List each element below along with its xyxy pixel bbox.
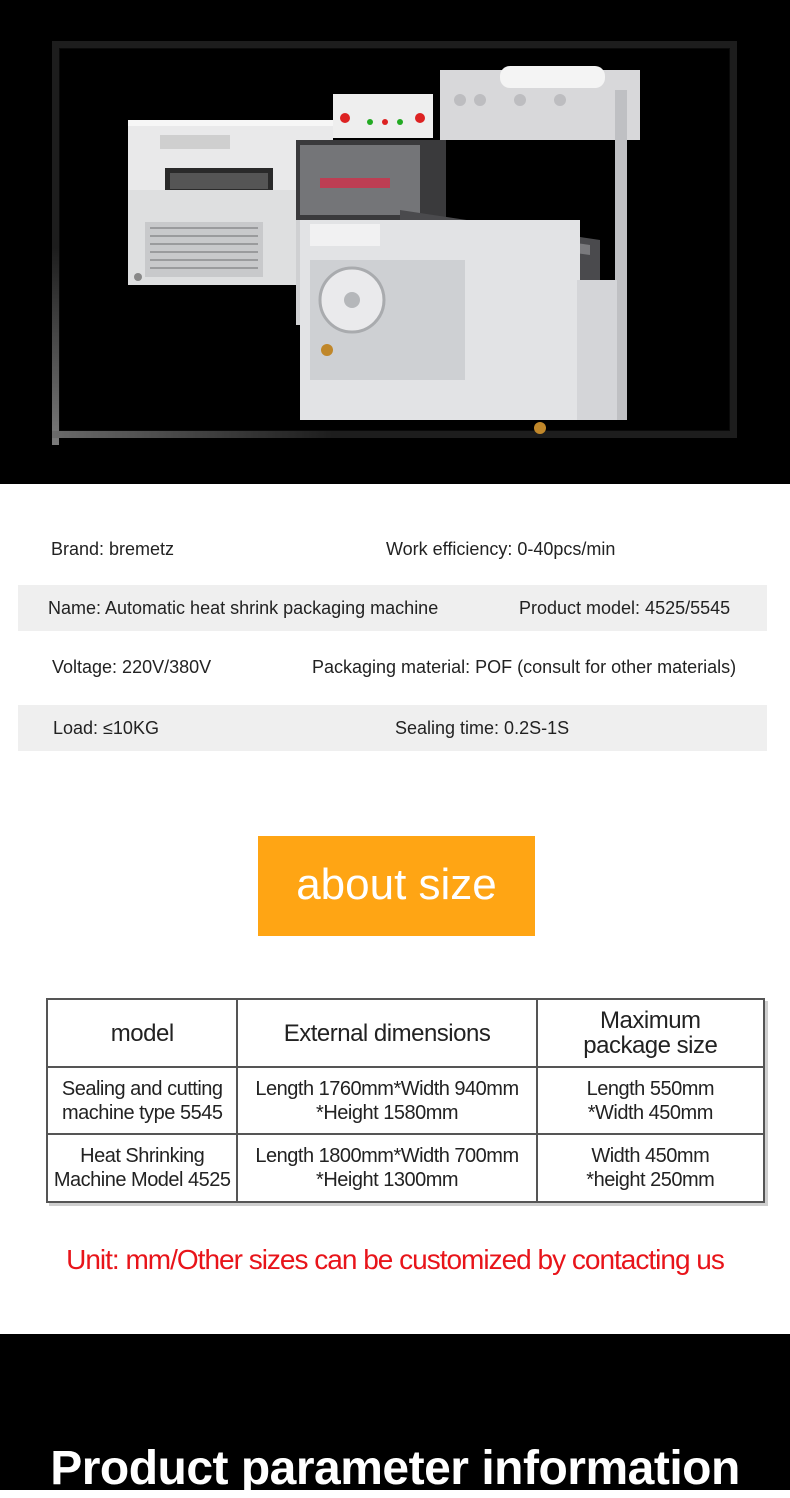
spec-packaging-material: Packaging material: POF (consult for other materials) (312, 657, 737, 677)
cell-line: Length 550mm (586, 1077, 715, 1100)
cell-line: machine type 5545 (61, 1101, 223, 1124)
spec-name: Name: Automatic heat shrink packaging machine (48, 598, 439, 618)
about-size-banner: about size (258, 836, 535, 936)
table-header-row (47, 999, 764, 1067)
cell-line: Sealing and cutting (61, 1077, 223, 1100)
table-row (47, 1134, 764, 1202)
cell-model (47, 1134, 237, 1202)
cell-max-size (537, 1067, 764, 1134)
spec-row-1 (18, 526, 767, 572)
header-max-package-size (537, 999, 764, 1067)
header-max-line-2: package size (583, 1032, 718, 1059)
spec-brand: Brand: bremetz (51, 539, 175, 559)
hero-banner (0, 0, 790, 484)
machine-photo (0, 0, 790, 484)
cell-line: Heat Shrinking (80, 1145, 205, 1167)
size-table (46, 998, 765, 1203)
cell-line: Length 1800mm*Width 700mm (255, 1145, 519, 1167)
spec-row-2 (18, 585, 767, 631)
unit-note: Unit: mm/Other sizes can be customized by contacting us (66, 1244, 724, 1275)
header-external-dimensions: External dimensions (237, 999, 536, 1067)
cell-line: *Height 1580mm (316, 1101, 459, 1124)
spec-load: Load: ≤10KG (53, 718, 159, 738)
spec-row-3 (18, 644, 767, 690)
cell-line: Width 450mm (591, 1145, 710, 1167)
spec-voltage: Voltage: 220V/380V (52, 657, 212, 677)
cell-dimensions (237, 1067, 536, 1134)
cell-line: *height 250mm (586, 1169, 715, 1191)
cell-line: *Height 1300mm (316, 1169, 459, 1191)
cell-max-size (537, 1134, 764, 1202)
cell-line: Length 1760mm*Width 940mm (255, 1077, 519, 1100)
cell-line: *Width 450mm (587, 1101, 713, 1124)
spec-product-model: Product model: 4525/5545 (519, 598, 731, 618)
cell-dimensions (237, 1134, 536, 1202)
header-max-line-1: Maximum (600, 1007, 701, 1034)
table-row (47, 1067, 764, 1134)
spec-work-efficiency: Work efficiency: 0-40pcs/min (386, 539, 616, 559)
header-model: model (47, 999, 237, 1067)
cell-line: Machine Model 4525 (53, 1169, 231, 1191)
spec-row-4 (18, 705, 767, 751)
cell-model (47, 1067, 237, 1134)
spec-sealing-time: Sealing time: 0.2S-1S (395, 718, 570, 738)
footer-title: Product parameter information (50, 1442, 740, 1495)
